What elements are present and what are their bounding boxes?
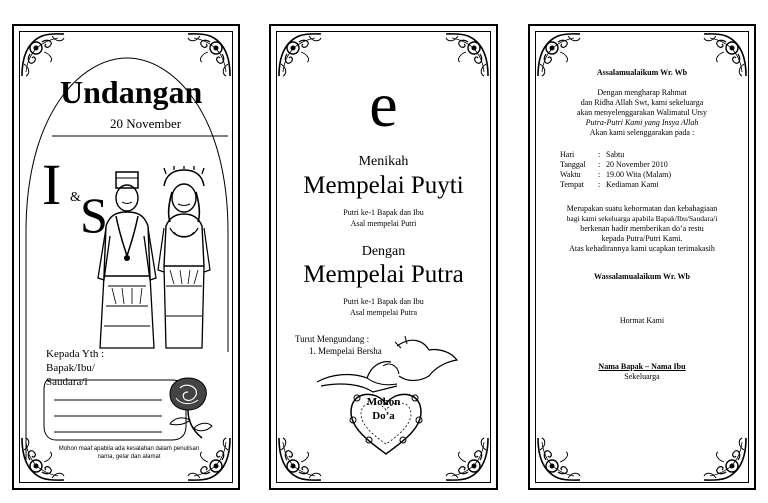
farewell: Wassalamualaikum Wr. Wb xyxy=(594,272,690,281)
event-details-panel xyxy=(528,24,756,490)
couple-illustration xyxy=(94,166,220,356)
rose-icon xyxy=(162,374,214,440)
corner-ornament-icon xyxy=(536,436,582,482)
detail-label: Hari xyxy=(560,150,575,159)
turut-mengundang-label: Turut Mengundang : xyxy=(295,334,370,344)
dengan-label: Dengan xyxy=(361,244,406,259)
cover-panel xyxy=(12,24,240,490)
detail-value: Kediaman Kami xyxy=(606,180,659,189)
detail-separator: : xyxy=(598,150,601,159)
closing-line: berkenan hadir memberikan do’a restu xyxy=(580,224,704,233)
detail-value: 19.00 Wita (Malam) xyxy=(606,170,672,179)
detail-label: Waktu xyxy=(560,170,581,179)
address-label: Saudara/i xyxy=(46,376,88,388)
detail-label: Tempat xyxy=(560,180,584,189)
closing-line: Atas kehadirannya kami ucapkan terimakasih xyxy=(569,244,715,253)
cover-title: Undangan xyxy=(60,74,203,110)
bride-parents: Putri ke-1 Bapak dan Ibu xyxy=(343,208,424,217)
groom-origin: Asal mempelai Putra xyxy=(349,308,418,317)
bride-name: Mempelai Puyti xyxy=(303,172,464,199)
intro-line: Putra-Putri Kami yang Insya Allah xyxy=(585,118,699,127)
detail-value: 20 November 2010 xyxy=(606,160,668,169)
initial-right: S xyxy=(80,187,108,243)
intro-line: Akan kami selenggarakan pada : xyxy=(589,128,695,137)
doves-heart-illustration xyxy=(311,326,461,456)
intro-line: Dengan mengharap Rahmat xyxy=(597,88,687,97)
closing-line: kepada Putra/Putri Kami. xyxy=(601,234,683,243)
monogram: e xyxy=(369,69,398,140)
mohon-doa: Mohon xyxy=(366,396,401,408)
detail-label: Tanggal xyxy=(560,160,586,169)
intro-line: akan menyelenggarakan Walimatul Ursy xyxy=(576,108,708,117)
greeting: Assalamualaikum Wr. Wb xyxy=(596,68,688,77)
apology-note: nama, gelar dan alamat xyxy=(97,454,161,460)
signature-name: Nama Bapak – Nama Ibu xyxy=(598,362,686,371)
detail-separator: : xyxy=(598,170,601,179)
mohon-doa: Do’a xyxy=(372,410,395,422)
apology-note: Mohon maaf apabila ada kesalahan dalam penulisan xyxy=(58,446,200,452)
cover-date: 20 November xyxy=(110,116,182,131)
address-label: Kepada Yth : xyxy=(46,348,105,360)
couple-panel xyxy=(269,24,498,490)
address-label: Bapak/Ibu/ xyxy=(46,362,95,374)
groom-parents: Putri ke-1 Bapak dan Ibu xyxy=(343,297,424,306)
corner-ornament-icon xyxy=(702,436,748,482)
closing-line: bagi kami sekeluarga apabila Bapak/Ibu/Saudara/i xyxy=(566,214,718,223)
detail-separator: : xyxy=(598,160,601,169)
groom-name: Mempelai Putra xyxy=(303,261,464,288)
menikah-label: Menikah xyxy=(358,154,409,169)
bride-origin: Asal mempelai Putri xyxy=(350,219,417,228)
regards: Hormat Kami xyxy=(619,316,665,325)
initial-ampersand: & xyxy=(70,190,81,205)
detail-value: Sabtu xyxy=(606,150,625,159)
signature-family: Sekeluarga xyxy=(624,372,660,381)
turut-mengundang-item: 1. Mempelai Bersha xyxy=(309,346,382,356)
initial-left: I xyxy=(42,152,62,217)
detail-separator: : xyxy=(598,180,601,189)
closing-line: Merupakan suatu kehormatan dan kebahagiaan xyxy=(566,204,718,213)
intro-line: dan Ridha Allah Swt, kami sekeluarga xyxy=(580,98,704,107)
